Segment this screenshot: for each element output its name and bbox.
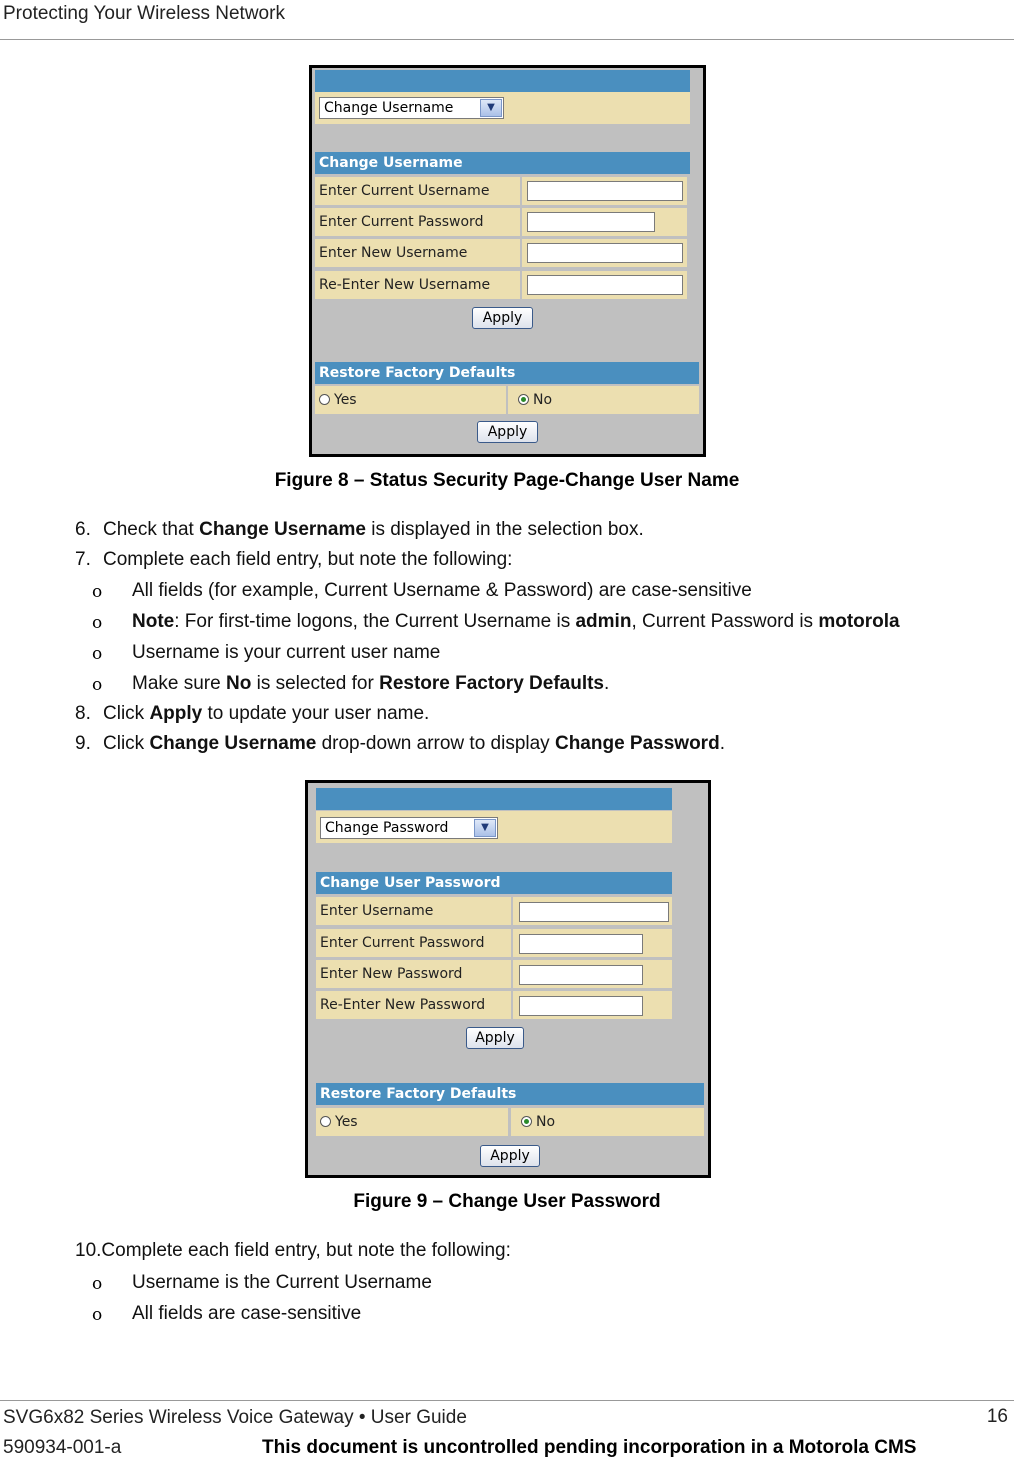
bullet-make-sure	[132, 673, 609, 695]
reenter-username-input[interactable]	[527, 275, 683, 295]
new-password-input[interactable]	[519, 965, 643, 985]
no-cell	[508, 386, 699, 414]
bullet-text: Make sure	[132, 673, 226, 694]
bullet-glyph: o	[92, 644, 103, 664]
step-text: Complete each field entry, but note the following:	[103, 549, 513, 570]
note-text: : For first-time logons, the Current Username is	[174, 611, 576, 632]
top-bar	[316, 788, 672, 810]
field-label: Enter Current Password	[315, 208, 520, 236]
no-radio[interactable]	[518, 394, 529, 405]
no-label: No	[533, 392, 553, 408]
no-cell	[511, 1108, 704, 1136]
field-label: Re-Enter New Password	[316, 991, 511, 1019]
step-number: 7.	[75, 549, 91, 570]
bullet-username: Username is your current user name	[132, 642, 441, 663]
bullet-glyph: o	[92, 1274, 103, 1294]
username-input[interactable]	[519, 902, 669, 922]
apply-button[interactable]: Apply	[472, 307, 533, 329]
step-6	[75, 519, 644, 541]
running-header: Protecting Your Wireless Network	[3, 3, 285, 24]
note-text: , Current Password is	[631, 611, 819, 632]
step-text: is displayed in the selection box.	[365, 519, 644, 540]
bullet-bold: Restore Factory Defaults	[379, 673, 604, 694]
step-text: .	[719, 733, 725, 754]
mode-select[interactable]	[320, 817, 498, 839]
bullet-username-current: Username is the Current Username	[132, 1272, 432, 1293]
yes-cell	[316, 1108, 508, 1136]
step-number: 10.	[75, 1240, 102, 1261]
bullet-all-case-sensitive: All fields are case-sensitive	[132, 1303, 362, 1324]
step-text: Complete each field entry, but note the following:	[101, 1240, 511, 1261]
step-10	[75, 1240, 511, 1262]
step-text: Check that	[103, 519, 200, 540]
bullet-text: is selected for	[251, 673, 380, 694]
bullet-case-sensitive: All fields (for example, Current Username & Password) are case-sensitive	[132, 580, 752, 601]
new-username-input[interactable]	[527, 243, 683, 263]
figure-9-screenshot	[305, 780, 711, 1178]
header-rule	[0, 39, 1014, 40]
step-text: drop-down arrow to display	[316, 733, 555, 754]
field-label: Enter Current Password	[316, 929, 511, 957]
step-number: 8.	[75, 703, 91, 724]
footer-notice: This document is uncontrolled pending incorporation in a Motorola CMS	[262, 1437, 917, 1458]
step-bold: Change Password	[554, 733, 720, 754]
footer-doc-id: 590934-001-a	[3, 1437, 122, 1458]
yes-radio[interactable]	[320, 1116, 331, 1127]
field-label: Enter Username	[316, 897, 511, 925]
top-bar	[315, 70, 690, 92]
note-bold: admin	[575, 611, 632, 632]
step-bold: Change Username	[149, 733, 317, 754]
field-label: Re-Enter New Username	[315, 271, 520, 299]
figure-8-caption: Figure 8 – Status Security Page-Change User Name	[274, 470, 740, 491]
yes-cell	[315, 386, 506, 414]
chevron-down-icon[interactable]: ▼	[480, 99, 502, 117]
bullet-text: .	[604, 673, 610, 694]
mode-select-value: Change Username	[324, 100, 454, 116]
yes-label: Yes	[334, 392, 357, 408]
reenter-password-input[interactable]	[519, 996, 643, 1016]
figure-8-screenshot	[309, 65, 706, 457]
mode-select-value: Change Password	[325, 820, 449, 836]
current-password-input[interactable]	[519, 934, 643, 954]
footer-product: SVG6x82 Series Wireless Voice Gateway • User Guide	[3, 1407, 467, 1428]
bullet-note	[132, 611, 900, 633]
chevron-down-icon[interactable]: ▼	[474, 819, 496, 837]
bullet-glyph: o	[92, 582, 103, 602]
field-label: Enter New Password	[316, 960, 511, 988]
section-title: Change Username	[315, 152, 690, 174]
step-text: Click	[103, 733, 150, 754]
step-text: Click	[103, 703, 150, 724]
step-8	[75, 703, 429, 725]
current-username-input[interactable]	[527, 181, 683, 201]
note-bold: motorola	[818, 611, 900, 632]
bullet-glyph: o	[92, 613, 103, 633]
restore-defaults-title: Restore Factory Defaults	[315, 362, 699, 384]
current-password-input[interactable]	[527, 212, 655, 232]
bullet-glyph: o	[92, 1305, 103, 1325]
yes-radio[interactable]	[319, 394, 330, 405]
bullet-bold: No	[225, 673, 252, 694]
note-bold: Note	[132, 611, 175, 632]
figure-9-caption: Figure 9 – Change User Password	[353, 1191, 661, 1212]
step-bold: Apply	[149, 703, 203, 724]
apply-button[interactable]: Apply	[466, 1027, 524, 1049]
bullet-glyph: o	[92, 675, 103, 695]
section-title: Change User Password	[316, 872, 672, 894]
step-7	[75, 549, 512, 571]
footer-page-number: 16	[986, 1406, 1008, 1427]
yes-label: Yes	[335, 1114, 358, 1130]
no-label: No	[536, 1114, 556, 1130]
step-bold: Change Username	[199, 519, 366, 540]
mode-select[interactable]	[319, 97, 504, 119]
step-text: to update your user name.	[202, 703, 430, 724]
field-label: Enter New Username	[315, 239, 520, 267]
restore-defaults-title: Restore Factory Defaults	[316, 1083, 704, 1105]
step-9	[75, 733, 725, 755]
footer-rule	[0, 1400, 1014, 1401]
apply-restore-button[interactable]: Apply	[480, 1145, 540, 1167]
no-radio[interactable]	[521, 1116, 532, 1127]
field-label: Enter Current Username	[315, 177, 520, 205]
apply-restore-button[interactable]: Apply	[477, 421, 538, 443]
step-number: 9.	[75, 733, 91, 754]
step-number: 6.	[75, 519, 91, 540]
